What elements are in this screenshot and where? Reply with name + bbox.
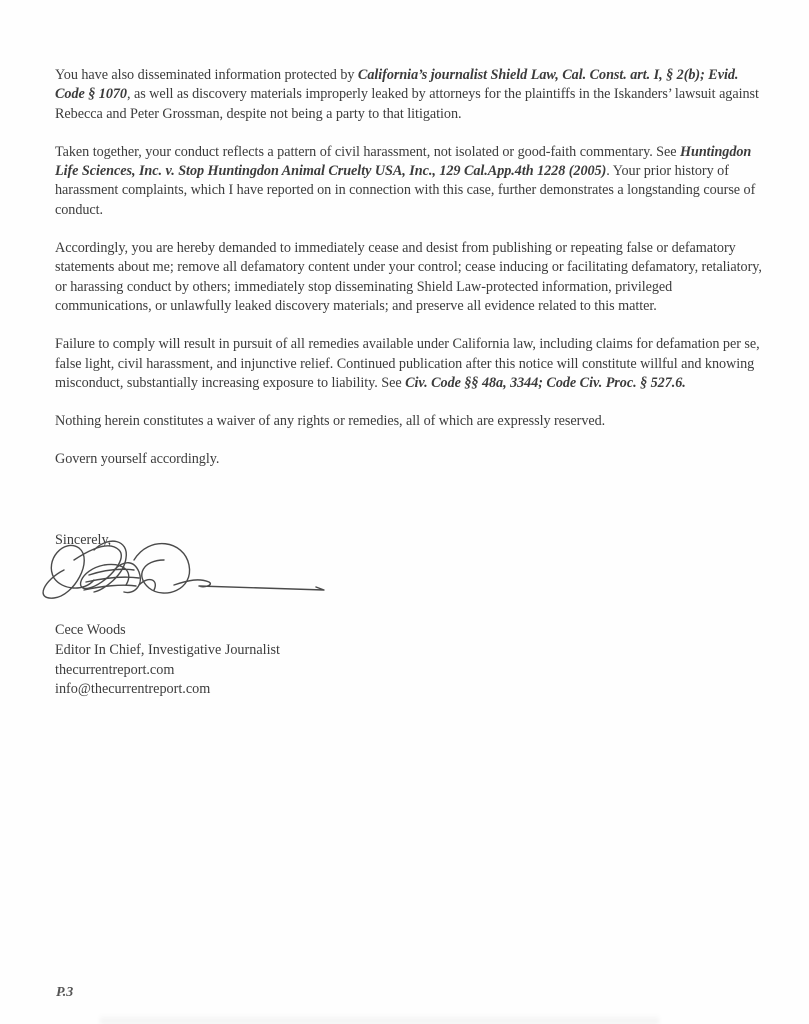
paragraph-text: You have also disseminated information protected by <box>55 67 358 83</box>
legal-citation: Civ. Code §§ 48a, 3344; Code Civ. Proc. § 527.6. <box>405 374 686 391</box>
legal-citation: California’s journalist Shield Law, Cal. Const. art. I, § 2(b); Evid. Code § 1070 <box>55 67 739 103</box>
legal-citation: Huntingdon Life Sciences, Inc. v. Stop Huntingdon Animal Cruelty USA, Inc., 129 Cal.App.4th 1228 (2005) <box>55 143 752 180</box>
signer-name: Cece Woods <box>55 622 126 638</box>
paragraph-text: Failure to comply will result in pursuit of all remedies available under California law, including claims for defamation per se, false light, civil harassment, and injunctive relief. Continued publication after this notice will constitute willful and knowing misconduct, substantially increasing exposure to liability. See <box>55 336 760 391</box>
paragraph-text: . Your prior history of harassment complaints, which I have reported on in connection with this case, further demonstrates a longstanding course of conduct. <box>55 163 756 218</box>
letter-body <box>55 66 767 489</box>
signer-website: thecurrentreport.com <box>55 661 175 678</box>
paragraph-text: Nothing herein constitutes a waiver of any rights or remedies, all of which are expressly reserved. <box>55 413 606 430</box>
paragraph-text: Taken together, your conduct reflects a pattern of civil harassment, not isolated or good-faith commentary. See <box>55 143 681 160</box>
paragraph-no-waiver <box>55 412 767 431</box>
closing-salutation: Sincerely, <box>55 532 112 548</box>
paragraph-text: , as well as discovery materials improperly leaked by attorneys for the plaintiffs in the Iskanders’ lawsuit against Rebecca and Peter Grossman, despite not being a party to that litigation. <box>55 86 759 122</box>
paragraph-shield-law <box>55 66 767 124</box>
signer-email: info@thecurrentreport.com <box>55 681 211 698</box>
paragraph-govern-yourself <box>55 450 767 469</box>
page-edge-shadow <box>100 1014 659 1024</box>
page-number: P.3 <box>56 985 74 1000</box>
paragraph-consequences <box>55 335 767 393</box>
paragraph-pattern-of-harassment <box>55 143 767 220</box>
signature-block <box>55 621 280 700</box>
paragraph-text: Accordingly, you are hereby demanded to immediately cease and desist from publishing or repeating false or defamatory statements about me; remove all defamatory content under your control; cease inducing or facilitating defamatory, retaliatory, or harassing conduct by others; immediately stop disseminating Shield Law-protected information, privileged communications, or unlawfully leaked discovery materials; and preserve all evidence related to this matter. <box>55 240 762 314</box>
handwritten-signature-icon <box>34 530 334 610</box>
paragraph-text: Govern yourself accordingly. <box>55 451 220 468</box>
paragraph-demands <box>55 239 767 316</box>
signer-title: Editor In Chief, Investigative Journalist <box>55 641 280 658</box>
